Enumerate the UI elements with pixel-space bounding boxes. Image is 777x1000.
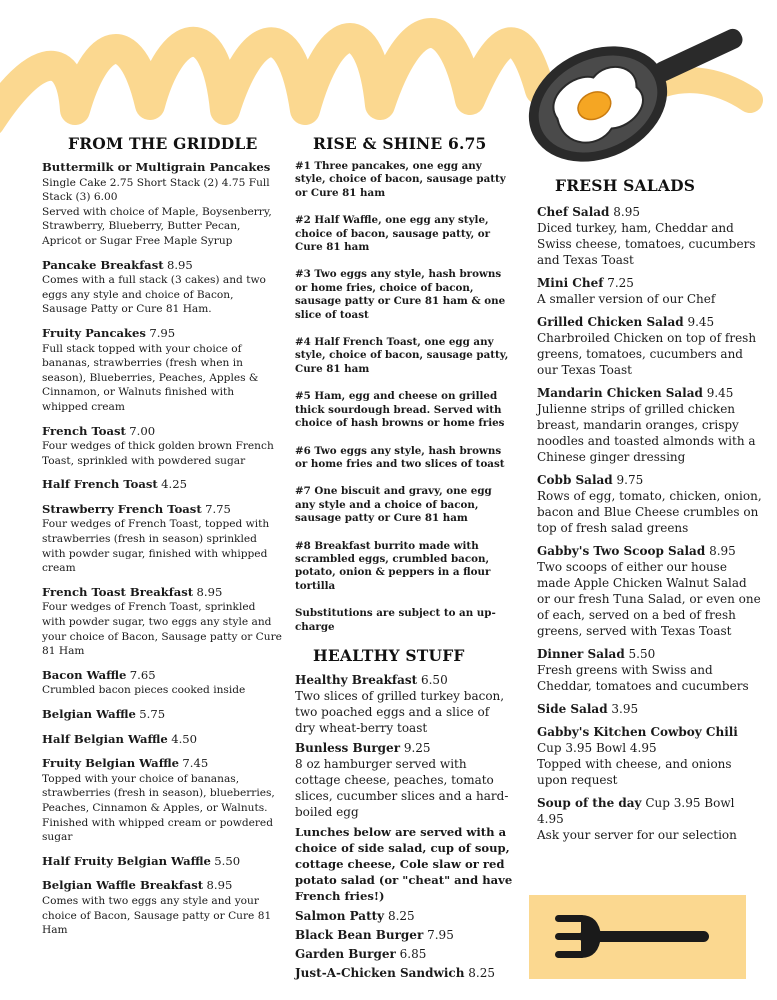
lunch-list [295,908,513,981]
item-name: Gabby's Two Scoop Salad [537,544,706,558]
item-name: French Toast [42,423,126,438]
item-name: Gabby's Kitchen Cowboy Chili [537,725,738,739]
griddle-list [42,160,282,938]
menu-item [42,878,282,937]
item-price: 7.25 [607,276,634,290]
item-name: Salmon Patty [295,908,385,923]
item-name: Grilled Chicken Salad [537,315,684,329]
item-name: Mandarin Chicken Salad [537,386,703,400]
item-name: Strawberry French Toast [42,501,202,516]
item-price: 9.45 [687,315,715,329]
item-description: Rows of egg, tomato, chicken, onion, bacon and Blue Cheese crumbles on top of fresh salad greens [537,489,762,535]
griddle-section [42,134,282,947]
healthy-heading: HEALTHY STUFF [313,645,465,665]
item-price: 3.95 [611,702,639,716]
combo-item: #2 Half Waffle, one egg any style, choice of bacon, sausage patty, or Cure 81 ham [295,214,491,254]
fork-icon [529,895,746,979]
item-price: 7.95 [427,927,454,942]
item-name: Garden Burger [295,946,396,961]
rise-list [295,160,513,634]
item-description: Diced turkey, ham, Cheddar and Swiss cheese, tomatoes, cucumbers and Texas Toast [537,221,756,267]
item-description: Comes with a full stack (3 cakes) and two eggs any style and choice of Bacon, Sausage Patty or Cure 81 Ham. [42,274,266,316]
item-name: Mini Chef [537,276,604,290]
item-price: 8.95 [709,544,736,558]
item-description: Single Cake 2.75 Short Stack (2) 4.75 Full Stack (3) 6.00 [42,176,270,204]
combo-item: #5 Ham, egg and cheese on grilled thick sourdough bread. Served with choice of hash browns or home fries [295,390,505,430]
combo-item: Substitutions are subject to an up-charge [295,607,496,633]
item-description: Full stack topped with your choice of bananas, strawberries (fresh when in season), Blueberries, Peaches, Apples & Cinnamon, or Walnuts finished with whipped cream [42,342,259,413]
combo-item: #1 Three pancakes, one egg any style, choice of bacon, sausage patty or Cure 81 ham [295,160,506,199]
item-price: 8.95 [166,257,193,272]
menu-item [295,965,513,981]
item-price: 7.00 [129,423,156,438]
item-name: Belgian Waffle [42,707,136,721]
item-price: 5.75 [139,707,166,721]
item-price: 4.25 [161,477,187,492]
combo-item: #7 One biscuit and gravy, one egg any style and a choice of bacon, sausage patty or Cure 81 ham [295,485,492,525]
item-price: 6.50 [420,672,448,687]
menu-item [295,946,513,962]
menu-item [42,732,282,748]
menu-item [295,908,513,924]
item-name: Pancake Breakfast [42,257,164,272]
item-description: Comes with two eggs any style and your choice of Bacon, Sausage patty or Cure 81 Ham [42,894,272,937]
menu-item [537,646,763,694]
item-description: Two slices of grilled turkey bacon, two poached eggs and a slice of dry wheat-berry toast [295,688,505,735]
menu-item [537,472,763,536]
item-price: 9.45 [706,386,734,400]
item-price: 5.50 [628,647,656,661]
menu-item [537,795,763,843]
item-description: Topped with cheese, and onions upon request [537,757,732,787]
menu-item [42,424,282,469]
item-price: 7.65 [129,667,156,682]
menu-item [537,385,763,465]
item-description: Four wedges of French Toast, sprinkled with powder sugar, two eggs any style and your choice of Bacon, Sausage patty or Cure 81 Ham [42,601,282,658]
item-description: Four wedges of thick golden brown French Toast, sprinkled with powdered sugar [42,440,274,467]
menu-item [537,314,763,378]
item-price: 9.75 [616,473,644,487]
salads-list [537,204,763,843]
item-name: Dinner Salad [537,647,625,661]
lunch-note: Lunches below are served with a choice of side salad, cup of soup, cottage cheese, Cole slaw or red potato salad (or "cheat" and have French fries!) [295,824,513,903]
combo-item: #4 Half French Toast, one egg any style, choice of bacon, sausage patty, Cure 81 ham [295,336,509,375]
item-name: Black Bean Burger [295,927,424,942]
item-name: Cobb Salad [537,473,613,487]
menu-item [537,543,763,639]
menu-item [42,854,282,870]
item-description: Charbroiled Chicken on top of fresh greens, tomatoes, cucumbers and our Texas Toast [537,331,757,377]
rise-shine-section [295,134,513,984]
item-description: A smaller version of our Chef [537,292,716,306]
item-description: Julienne strips of grilled chicken breast, mandarin oranges, crispy noodles and toasted almonds with a Chinese ginger dressing [537,402,756,464]
item-name: Buttermilk or Multigrain Pancakes [42,160,271,174]
item-description: Four wedges of French Toast, topped with strawberries (fresh in season) sprinkled with powder sugar, finished with whipped cream [42,518,270,575]
item-name: Soup of the day [537,796,642,810]
item-name: French Toast Breakfast [42,584,194,599]
menu-item [42,477,282,493]
combo-item: #8 Breakfast burrito made with scrambled eggs, crumbled bacon, potato, onion & peppers in a flour tortilla [295,539,491,592]
item-description: Topped with your choice of bananas, strawberries (fresh in season), blueberries, Peaches, Cinnamon & Apples, or Walnuts. Finished with whipped cream or powdered sugar [42,772,275,844]
item-name: Bunless Burger [295,740,401,755]
item-price: Cup 3.95 Bowl 4.95 [537,796,735,826]
salads-section [537,176,763,850]
item-description: Crumbled bacon pieces cooked inside [42,684,246,697]
menu-item [42,756,282,845]
menu-item [42,258,282,317]
item-price: 8.25 [468,965,495,980]
item-description: Ask your server for our selection [537,828,737,842]
item-name: Fruity Belgian Waffle [42,756,180,771]
menu-item [42,585,282,659]
item-price: 6.85 [399,946,427,961]
menu-item [42,502,282,576]
item-price: 5.50 [214,853,241,868]
item-description: Served with choice of Maple, Boysenberry, Strawberry, Blueberry, Butter Pecan, Apricot or Sugar Free Maple Syrup [42,205,272,247]
menu-item [295,740,513,820]
item-price: Cup 3.95 Bowl 4.95 [537,741,657,755]
rise-heading: RISE & SHINE 6.75 [313,134,487,153]
item-description: Two scoops of either our house made Apple Chicken Walnut Salad or our fresh Tuna Salad, or even one of each, served on a bed of fresh greens, served with Texas Toast [537,560,761,638]
menu-item [295,927,513,943]
item-price: 7.45 [182,756,209,771]
item-name: Half Belgian Waffle [42,731,168,746]
menu-item [537,275,763,307]
menu-item [42,160,282,249]
item-description: 8 oz hamburger served with cottage cheese, peaches, tomato slices, cucumber slices and a hard-boiled egg [295,756,509,819]
menu-item [42,707,282,723]
item-description: Fresh greens with Swiss and Cheddar, tomatoes and cucumbers [537,663,749,693]
item-price: 8.95 [196,584,223,599]
item-name: Half French Toast [42,477,158,492]
item-name: Healthy Breakfast [295,672,418,687]
menu-item [537,701,763,717]
item-name: Side Salad [537,702,608,716]
item-name: Belgian Waffle Breakfast [42,878,204,893]
item-name: Just-A-Chicken Sandwich [295,965,465,980]
combo-item: #6 Two eggs any style, hash browns or home fries and two slices of toast [295,444,505,470]
item-price: 8.95 [206,878,233,893]
combo-item: #3 Two eggs any style, hash browns or home fries, choice of bacon, sausage patty or Cure 81 ham & one slice of toast [295,268,506,321]
item-name: Half Fruity Belgian Waffle [42,853,211,868]
fork-banner [529,895,746,979]
item-price: 9.25 [403,740,431,755]
menu-item [42,668,282,698]
menu-item [42,326,282,415]
griddle-heading: FROM THE GRIDDLE [68,134,258,153]
salads-heading: FRESH SALADS [555,176,696,195]
item-name: Chef Salad [537,205,610,219]
healthy-section [295,646,513,981]
item-price: 7.95 [149,325,176,340]
menu-item [537,204,763,268]
item-price: 8.25 [387,908,415,923]
menu-item [537,724,763,788]
item-price: 7.75 [205,501,231,516]
healthy-list [295,672,513,820]
menu-item [295,672,513,736]
item-price: 8.95 [613,205,640,219]
item-name: Bacon Waffle [42,667,127,682]
item-price: 4.50 [171,731,198,746]
item-name: Fruity Pancakes [42,325,146,340]
